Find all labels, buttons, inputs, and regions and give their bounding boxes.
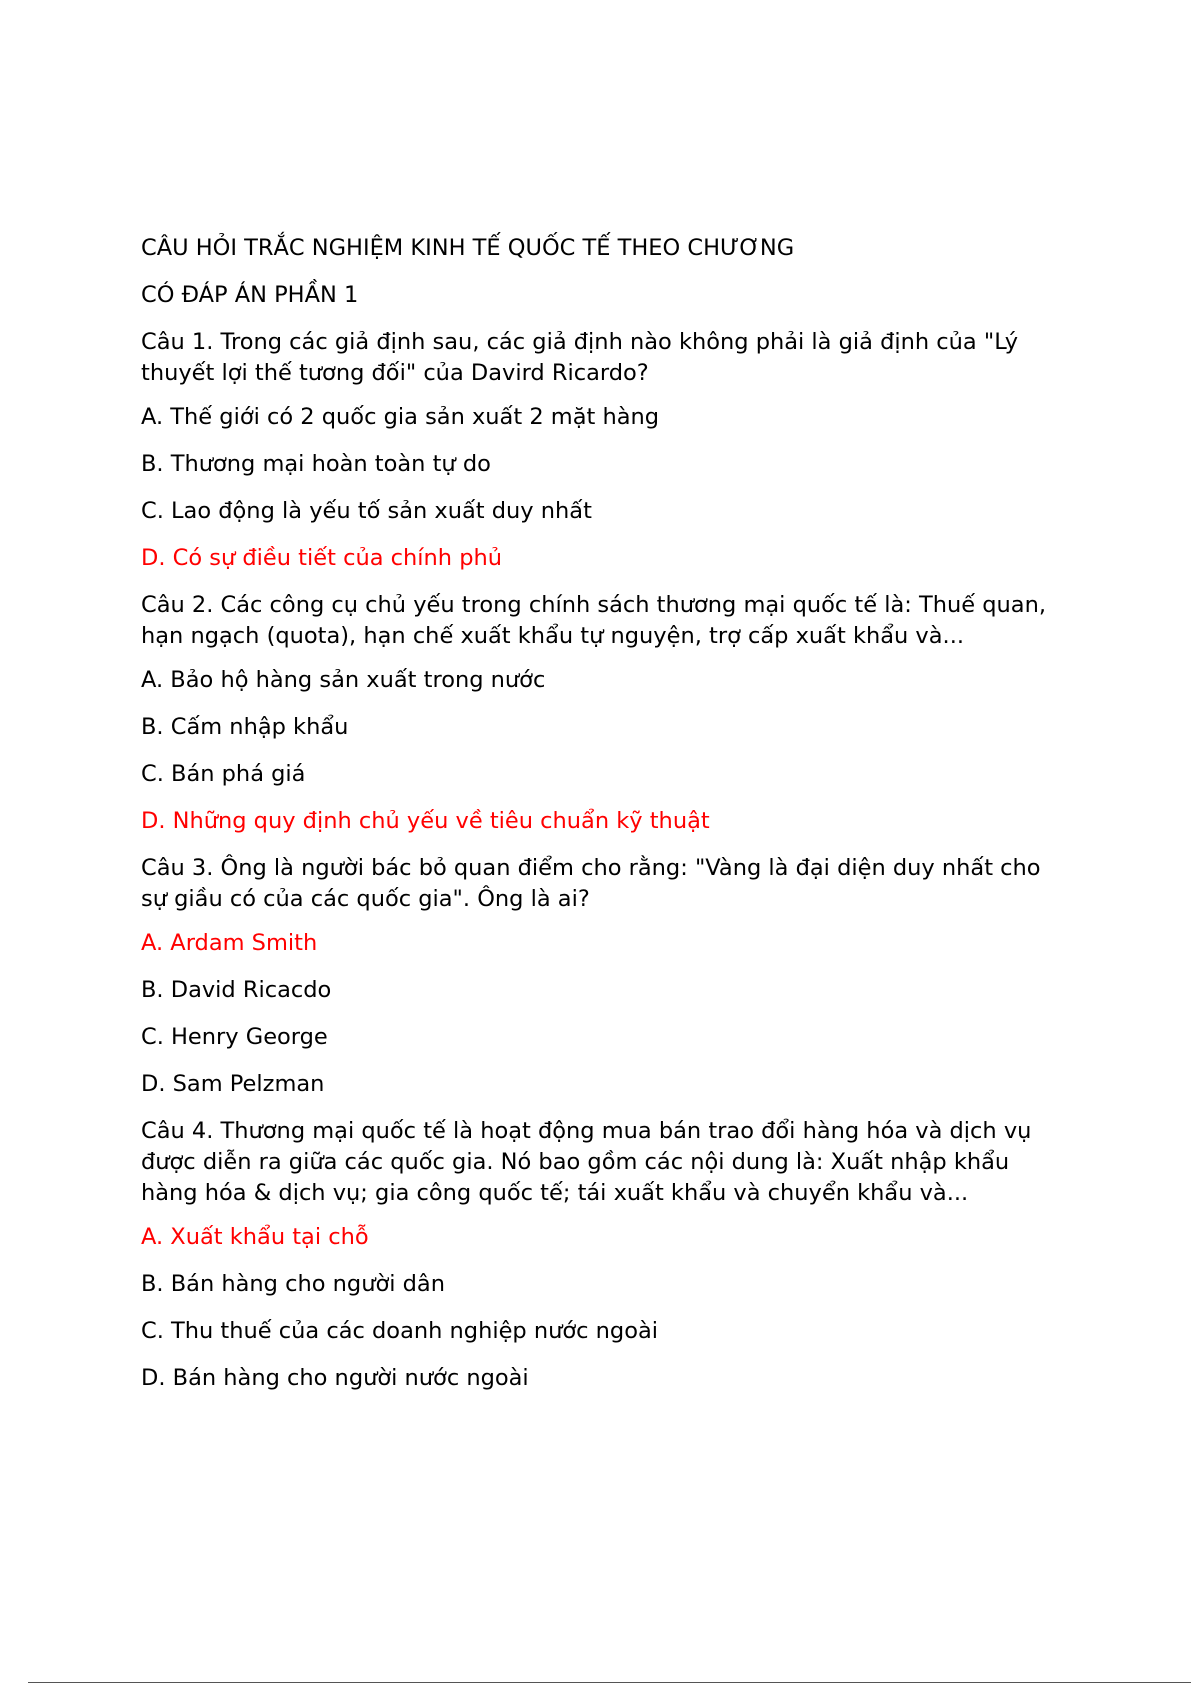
question-2-text: Câu 2. Các công cụ chủ yếu trong chính sách thương mại quốc tế là: Thuế quan, hạn ngạch (quota), hạn chế xuất khẩu tự nguyện, trợ cấp xuất khẩu và...	[141, 592, 1046, 649]
question-4-option-d: D. Bán hàng cho người nước ngoài	[141, 1365, 529, 1391]
page-bottom-divider	[28, 1682, 1191, 1683]
question-2-option-d-correct: D. Những quy định chủ yếu về tiêu chuẩn kỹ thuật	[141, 808, 710, 834]
question-3-option-d: D. Sam Pelzman	[141, 1071, 325, 1097]
question-3-option-b: B. David Ricacdo	[141, 977, 332, 1003]
question-3-option-c: C. Henry George	[141, 1024, 328, 1050]
question-1-text: Câu 1. Trong các giả định sau, các giả định nào không phải là giả định của "Lý thuyết lợi thế tương đối" của Davird Ricardo?	[141, 329, 1019, 386]
question-2-option-a: A. Bảo hộ hàng sản xuất trong nước	[141, 667, 546, 693]
question-3-option-a-correct: A. Ardam Smith	[141, 930, 318, 956]
question-3-text: Câu 3. Ông là người bác bỏ quan điểm cho rằng: "Vàng là đại diện duy nhất cho sự giầu có của các quốc gia". Ông là ai?	[141, 855, 1041, 912]
question-1-option-d-correct: D. Có sự điều tiết của chính phủ	[141, 545, 502, 571]
question-4-option-a-correct: A. Xuất khẩu tại chỗ	[141, 1224, 369, 1250]
question-2-option-b: B. Cấm nhập khẩu	[141, 714, 349, 740]
question-1-option-c: C. Lao động là yếu tố sản xuất duy nhất	[141, 498, 592, 524]
document-title-line-1: CÂU HỎI TRẮC NGHIỆM KINH TẾ QUỐC TẾ THEO CHƯƠNG	[141, 235, 795, 261]
question-4-text: Câu 4. Thương mại quốc tế là hoạt động mua bán trao đổi hàng hóa và dịch vụ được diễn ra giữa các quốc gia. Nó bao gồm các nội dung là: Xuất nhập khẩu hàng hóa & dịch vụ; gia công quốc tế; tái xuất khẩu và chuyển khẩu và...	[141, 1118, 1032, 1206]
question-1-option-b: B. Thương mại hoàn toàn tự do	[141, 451, 491, 477]
question-4-option-c: C. Thu thuế của các doanh nghiệp nước ngoài	[141, 1318, 659, 1344]
document-body	[141, 233, 1061, 1410]
question-2-option-c: C. Bán phá giá	[141, 761, 306, 787]
question-1-option-a: A. Thế giới có 2 quốc gia sản xuất 2 mặt hàng	[141, 404, 660, 430]
document-title-line-2: CÓ ĐÁP ÁN PHẦN 1	[141, 282, 359, 308]
question-4-option-b: B. Bán hàng cho người dân	[141, 1271, 445, 1297]
